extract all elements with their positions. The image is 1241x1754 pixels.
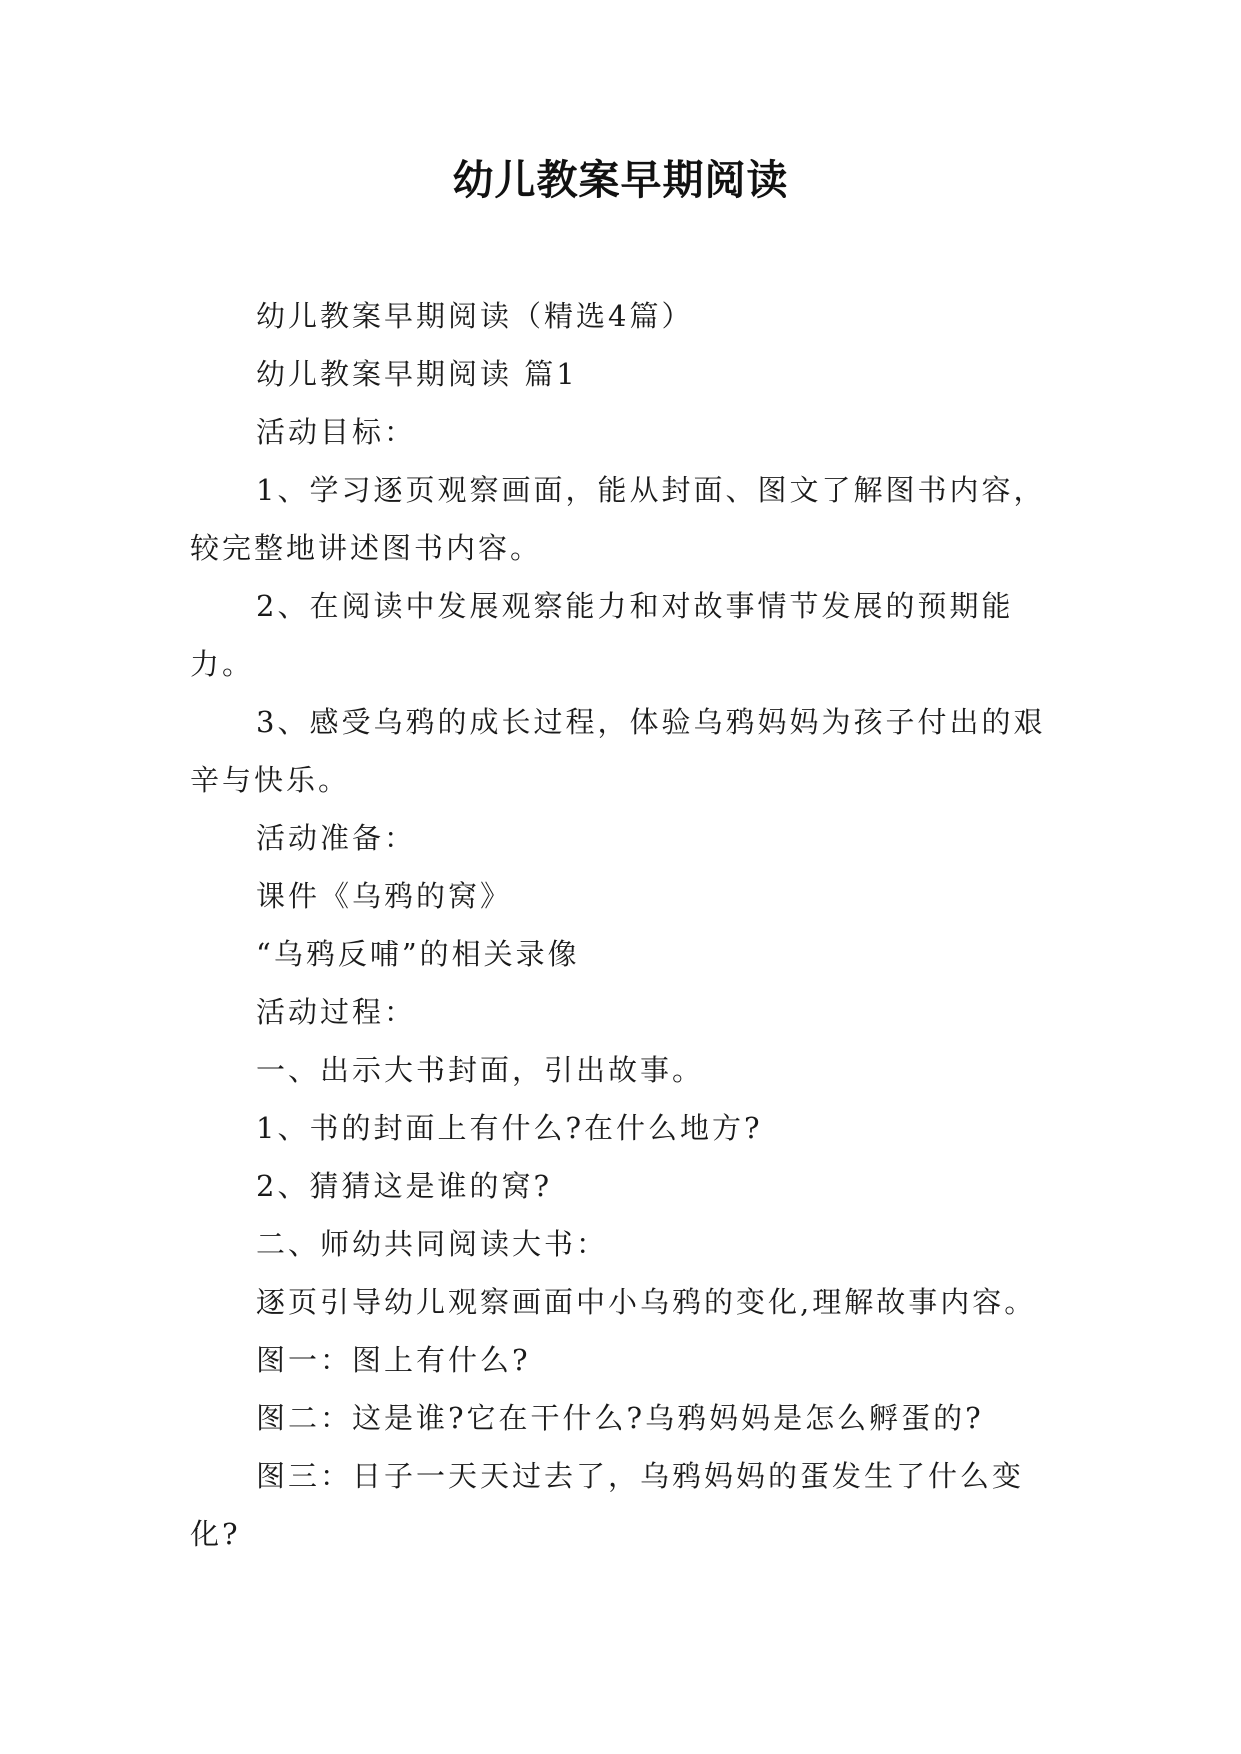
paragraph-subtitle: 幼儿教案早期阅读（精选4篇） <box>256 299 694 333</box>
paragraph-goal-1: 1、学习逐页观察画面，能从封面、图文了解图书内容，较完整地讲述图书内容。 <box>190 473 1046 565</box>
paragraph-process-heading: 活动过程： <box>256 995 417 1029</box>
paragraph-figure-1: 图一：图上有什么? <box>256 1343 531 1377</box>
paragraph-goal-3: 3、感受乌鸦的成长过程，体验乌鸦妈妈为孩子付出的艰辛与快乐。 <box>190 705 1046 797</box>
paragraph-figure-2: 图二：这是谁?它在干什么?乌鸦妈妈是怎么孵蛋的? <box>256 1401 984 1435</box>
paragraph-preparation-2: “乌鸦反哺”的相关录像 <box>256 937 580 971</box>
document-title: 幼儿教案早期阅读 <box>452 156 789 204</box>
paragraph-process-step-2: 二、师幼共同阅读大书： <box>256 1227 609 1261</box>
paragraph-activity-goals-heading: 活动目标： <box>256 415 417 449</box>
paragraph-preparation-heading: 活动准备： <box>256 821 417 855</box>
paragraph-preparation-1: 课件《乌鸦的窝》 <box>256 879 513 913</box>
document-body <box>190 287 1070 1563</box>
paragraph-goal-2: 2、在阅读中发展观察能力和对故事情节发展的预期能力。 <box>190 589 1014 681</box>
paragraph-process-step-1: 一、出示大书封面，引出故事。 <box>256 1053 705 1087</box>
paragraph-guide: 逐页引导幼儿观察画面中小乌鸦的变化,理解故事内容。 <box>256 1285 1037 1319</box>
paragraph-question-1: 1、书的封面上有什么?在什么地方? <box>256 1111 763 1145</box>
paragraph-figure-3: 图三：日子一天天过去了，乌鸦妈妈的蛋发生了什么变化? <box>190 1459 1025 1551</box>
paragraph-section-heading: 幼儿教案早期阅读 篇1 <box>256 357 578 391</box>
paragraph-question-2: 2、猜猜这是谁的窝? <box>256 1169 552 1203</box>
